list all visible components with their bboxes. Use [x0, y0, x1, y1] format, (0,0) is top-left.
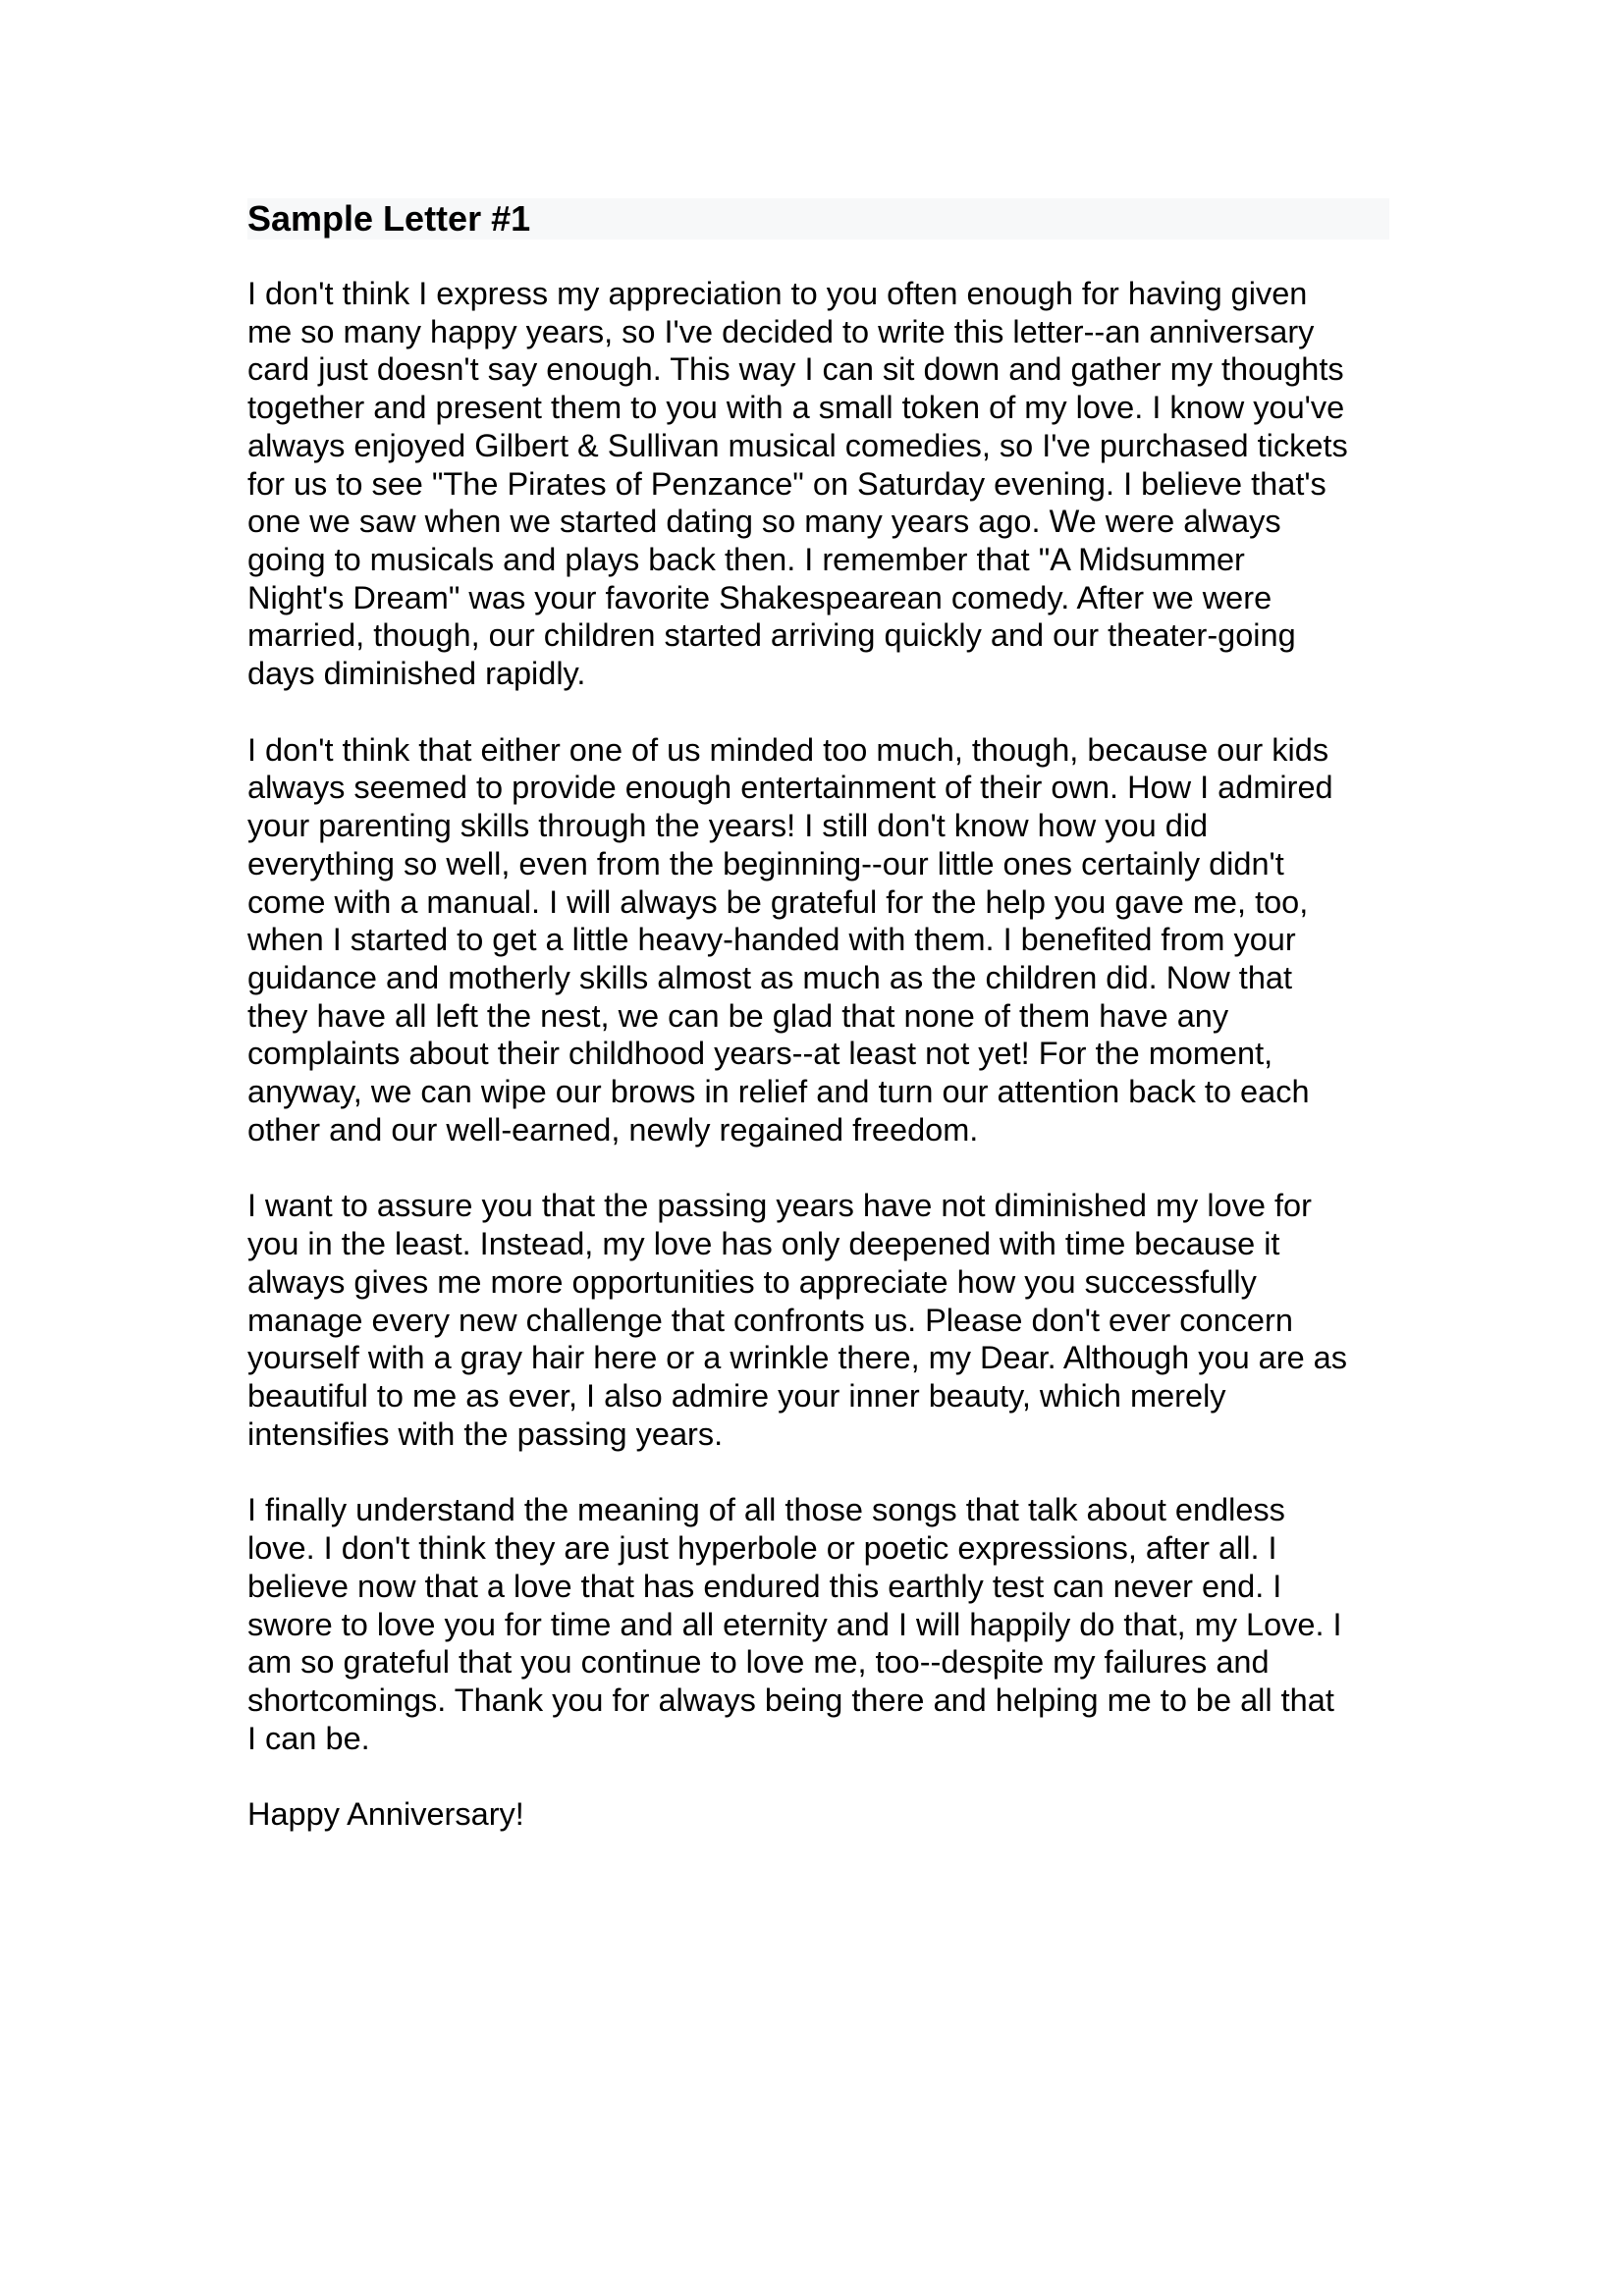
- paragraph-line: guidance and motherly skills almost as much as the children did. Now that: [247, 959, 1292, 995]
- paragraph-line: one we saw when we started dating so many years ago. We were always: [247, 504, 1281, 540]
- paragraph-line: always gives me more opportunities to appreciate how you successfully: [247, 1263, 1257, 1300]
- paragraph-line: I don't think I express my appreciation to you often enough for having given: [247, 276, 1308, 311]
- paragraph-line: anyway, we can wipe our brows in relief and turn our attention back to each: [247, 1074, 1310, 1110]
- letter-closing: Happy Anniversary!: [247, 1796, 524, 1833]
- paragraph-line: going to musicals and plays back then. I remember that "A Midsummer: [247, 541, 1245, 577]
- paragraph-line: everything so well, even from the beginning--our little ones certainly didn't: [247, 845, 1284, 881]
- paragraph-line: complaints about their childhood years--at least not yet! For the moment,: [247, 1036, 1273, 1072]
- paragraph-line: I don't think that either one of us minded too much, though, because our kids: [247, 731, 1329, 768]
- paragraph-line: always seemed to provide enough entertainment of their own. How I admired: [247, 770, 1333, 806]
- paragraph-line: love. I don't think they are just hyperbole or poetic expressions, after all. I: [247, 1530, 1277, 1567]
- paragraph-line: intensifies with the passing years.: [247, 1415, 724, 1452]
- paragraph-line: Night's Dream" was your favorite Shakespearean comedy. After we were: [247, 579, 1272, 615]
- paragraph-line: your parenting skills through the years! I still don't know how you did: [247, 808, 1209, 844]
- paragraph-line: yourself with a gray hair here or a wrinkle there, my Dear. Although you are as: [247, 1340, 1347, 1376]
- paragraph-line: when I started to get a little heavy-handed with them. I benefited from your: [247, 922, 1296, 958]
- paragraph-line: I finally understand the meaning of all those songs that talk about endless: [247, 1492, 1285, 1528]
- paragraph-line: you in the least. Instead, my love has only deepened with time because it: [247, 1226, 1280, 1262]
- letter-title: Sample Letter #1: [247, 198, 531, 239]
- paragraph-line: always enjoyed Gilbert & Sullivan musical comedies, so I've purchased tickets: [247, 427, 1348, 463]
- letter-paragraph: [247, 275, 1391, 693]
- paragraph-line: I want to assure you that the passing years have not diminished my love for: [247, 1188, 1312, 1224]
- paragraph-line: for us to see "The Pirates of Penzance" on Saturday evening. I believe that's: [247, 465, 1326, 502]
- paragraph-line: married, though, our children started arriving quickly and our theater-going: [247, 617, 1296, 654]
- paragraph-line: they have all left the nest, we can be glad that none of them have any: [247, 997, 1229, 1034]
- paragraph-line: manage every new challenge that confronts us. Please don't ever concern: [247, 1302, 1293, 1338]
- paragraph-line: days diminished rapidly.: [247, 656, 586, 692]
- paragraph-line: other and our well-earned, newly regained freedom.: [247, 1111, 979, 1148]
- paragraph-line: swore to love you for time and all eternity and I will happily do that, my Love. I: [247, 1606, 1342, 1642]
- paragraph-line: me so many happy years, so I've decided to write this letter--an anniversary: [247, 313, 1315, 349]
- paragraph-line: I can be.: [247, 1720, 370, 1756]
- letter-paragraph: [247, 1187, 1391, 1453]
- letter-paragraph: [247, 731, 1391, 1149]
- paragraph-line: card just doesn't say enough. This way I can sit down and gather my thoughts: [247, 351, 1344, 388]
- paragraph-line: shortcomings. Thank you for always being there and helping me to be all that: [247, 1682, 1334, 1718]
- paragraph-line: believe now that a love that has endured this earthly test can never end. I: [247, 1568, 1282, 1604]
- paragraph-line: come with a manual. I will always be grateful for the help you gave me, too,: [247, 883, 1309, 920]
- paragraph-line: beautiful to me as ever, I also admire your inner beauty, which merely: [247, 1377, 1226, 1414]
- paragraph-line: am so grateful that you continue to love me, too--despite my failures and: [247, 1644, 1270, 1681]
- paragraph-line: together and present them to you with a small token of my love. I know you've: [247, 390, 1345, 426]
- letter-body: [247, 275, 1391, 1872]
- letter-paragraph: [247, 1491, 1391, 1757]
